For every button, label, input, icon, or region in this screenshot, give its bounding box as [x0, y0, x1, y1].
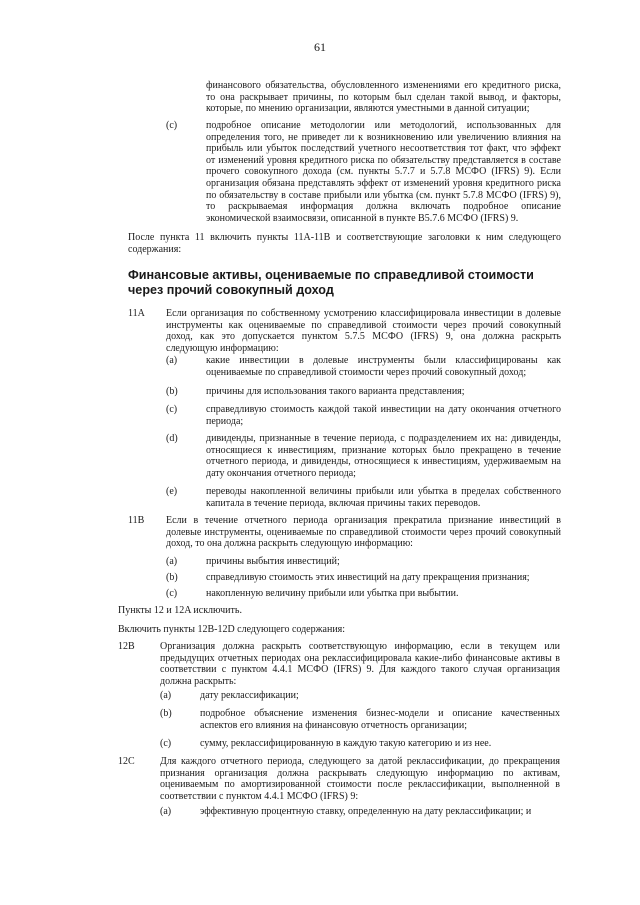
- item-label: (b): [160, 708, 172, 719]
- item-text: подробное описание методологии или методологий, использованных для определения того, не приведет ли к возникновению или увеличению влияния на прибыль или убыток последствий учетного несоответствия тот факт, что эффект от изменений уровня кредитного риска по обязательству представляется в составе прочего совокупного дохода (см. пункты 5.7.7 и 5.7.8 МСФО (IFRS) 9). Если организация обязана представлять эффект от изменений уровня кредитного риска по обязательству в составе прибыли или убытка (см. пункт 5.7.8 МСФО (IFRS) 9), то раскрываемая информация должна включать подробное описание экономической взаимосвязи, описанной в пункте B5.7.6 МСФО (IFRS) 9.: [206, 120, 561, 224]
- paragraph-label: 12C: [118, 756, 135, 767]
- item-label: (a): [160, 690, 172, 701]
- include-note: Включить пункты 12B-12D следующего содержания:: [118, 624, 346, 635]
- item-label: (c): [160, 738, 172, 749]
- item-label: (c): [166, 120, 178, 131]
- item-label: (a): [166, 556, 178, 567]
- delete-note: Пункты 12 и 12A исключить.: [118, 605, 242, 616]
- paragraph-11a-text: Если организация по собственному усмотрению классифицировала инвестиции в долевые инструменты как оцениваемые по справедливой стоимости через прочий совокупный доход, как это допускается пунктом 5.7.5 МСФО (IFRS) 9, она должна раскрыть следующую информацию:: [166, 308, 561, 354]
- item-text: причины выбытия инвестиций;: [206, 556, 340, 567]
- paragraph-label: 11A: [128, 308, 145, 319]
- paragraph-11b-text: Если в течение отчетного периода организация прекратила признание инвестиций в долевые инструменты, оцениваемые по справедливой стоимости через прочий совокупный доход, то она должна раскрыть следующую информацию:: [166, 515, 561, 550]
- item-label: (d): [166, 433, 178, 444]
- item-label: (a): [166, 355, 178, 366]
- paragraph-label: 11B: [128, 515, 145, 526]
- intro-paragraph: После пункта 11 включить пункты 11A-11B и соответствующие заголовки к ним следующего содержания:: [128, 232, 561, 255]
- item-label: (c): [166, 404, 178, 415]
- item-label: (e): [166, 486, 178, 497]
- item-text: дату реклассификации;: [200, 690, 299, 701]
- item-label: (b): [166, 572, 178, 583]
- item-text: справедливую стоимость каждой такой инвестиции на дату окончания отчетного периода;: [206, 404, 561, 427]
- item-text: эффективную процентную ставку, определенную на дату реклассификации; и: [200, 806, 532, 817]
- item-text: подробное объяснение изменения бизнес-модели и описание качественных аспектов его влияния на финансовую отчетность организации;: [200, 708, 560, 731]
- item-text: причины для использования такого варианта представления;: [206, 386, 465, 397]
- section-heading: Финансовые активы, оцениваемые по справедливой стоимости через прочий совокупный доход: [128, 268, 534, 297]
- continuation-paragraph: финансового обязательства, обусловленного изменениями его кредитного риска, то она раскрывает причины, по которым был сделан такой вывод, и факторы, которые, по мнению организации, являются уместными в данной ситуации;: [206, 80, 561, 115]
- paragraph-label: 12B: [118, 641, 135, 652]
- paragraph-12c-text: Для каждого отчетного периода, следующего за датой реклассификации, до прекращения признания организация должна раскрывать следующую информацию по активам, оцениваемым по амортизированной стоимости после реклассификации, выполненной в соответствии с пунктом 4.4.1 МСФО (IFRS) 9:: [160, 756, 560, 802]
- item-text: дивиденды, признанные в течение периода, с подразделением их на: дивиденды, относящиеся к инвестициям, признание которых было прекращено в течение отчетного периода, и дивиденды, относящиеся к инвестициям, удерживаемым на дату окончания отчетного периода;: [206, 433, 561, 479]
- paragraph-12b-text: Организация должна раскрыть соответствующую информацию, если в текущем или предыдущих отчетных периодах она реклассифицировала какие-либо финансовые активы в соответствии с пунктом 4.4.1 МСФО (IFRS) 9. Для каждого такого случая организация должна раскрыть:: [160, 641, 560, 687]
- item-text: накопленную величину прибыли или убытка при выбытии.: [206, 588, 459, 599]
- page-number: 61: [314, 40, 326, 54]
- item-text: какие инвестиции в долевые инструменты были классифицированы как оцениваемые по справедливой стоимости через прочий совокупный доход;: [206, 355, 561, 378]
- item-text: переводы накопленной величины прибыли или убытка в пределах собственного капитала в течение периода, включая причины таких переводов.: [206, 486, 561, 509]
- item-label: (a): [160, 806, 172, 817]
- item-label: (c): [166, 588, 178, 599]
- item-text: справедливую стоимость этих инвестиций на дату прекращения признания;: [206, 572, 530, 583]
- item-label: (b): [166, 386, 178, 397]
- item-text: сумму, реклассифицированную в каждую такую категорию и из нее.: [200, 738, 492, 749]
